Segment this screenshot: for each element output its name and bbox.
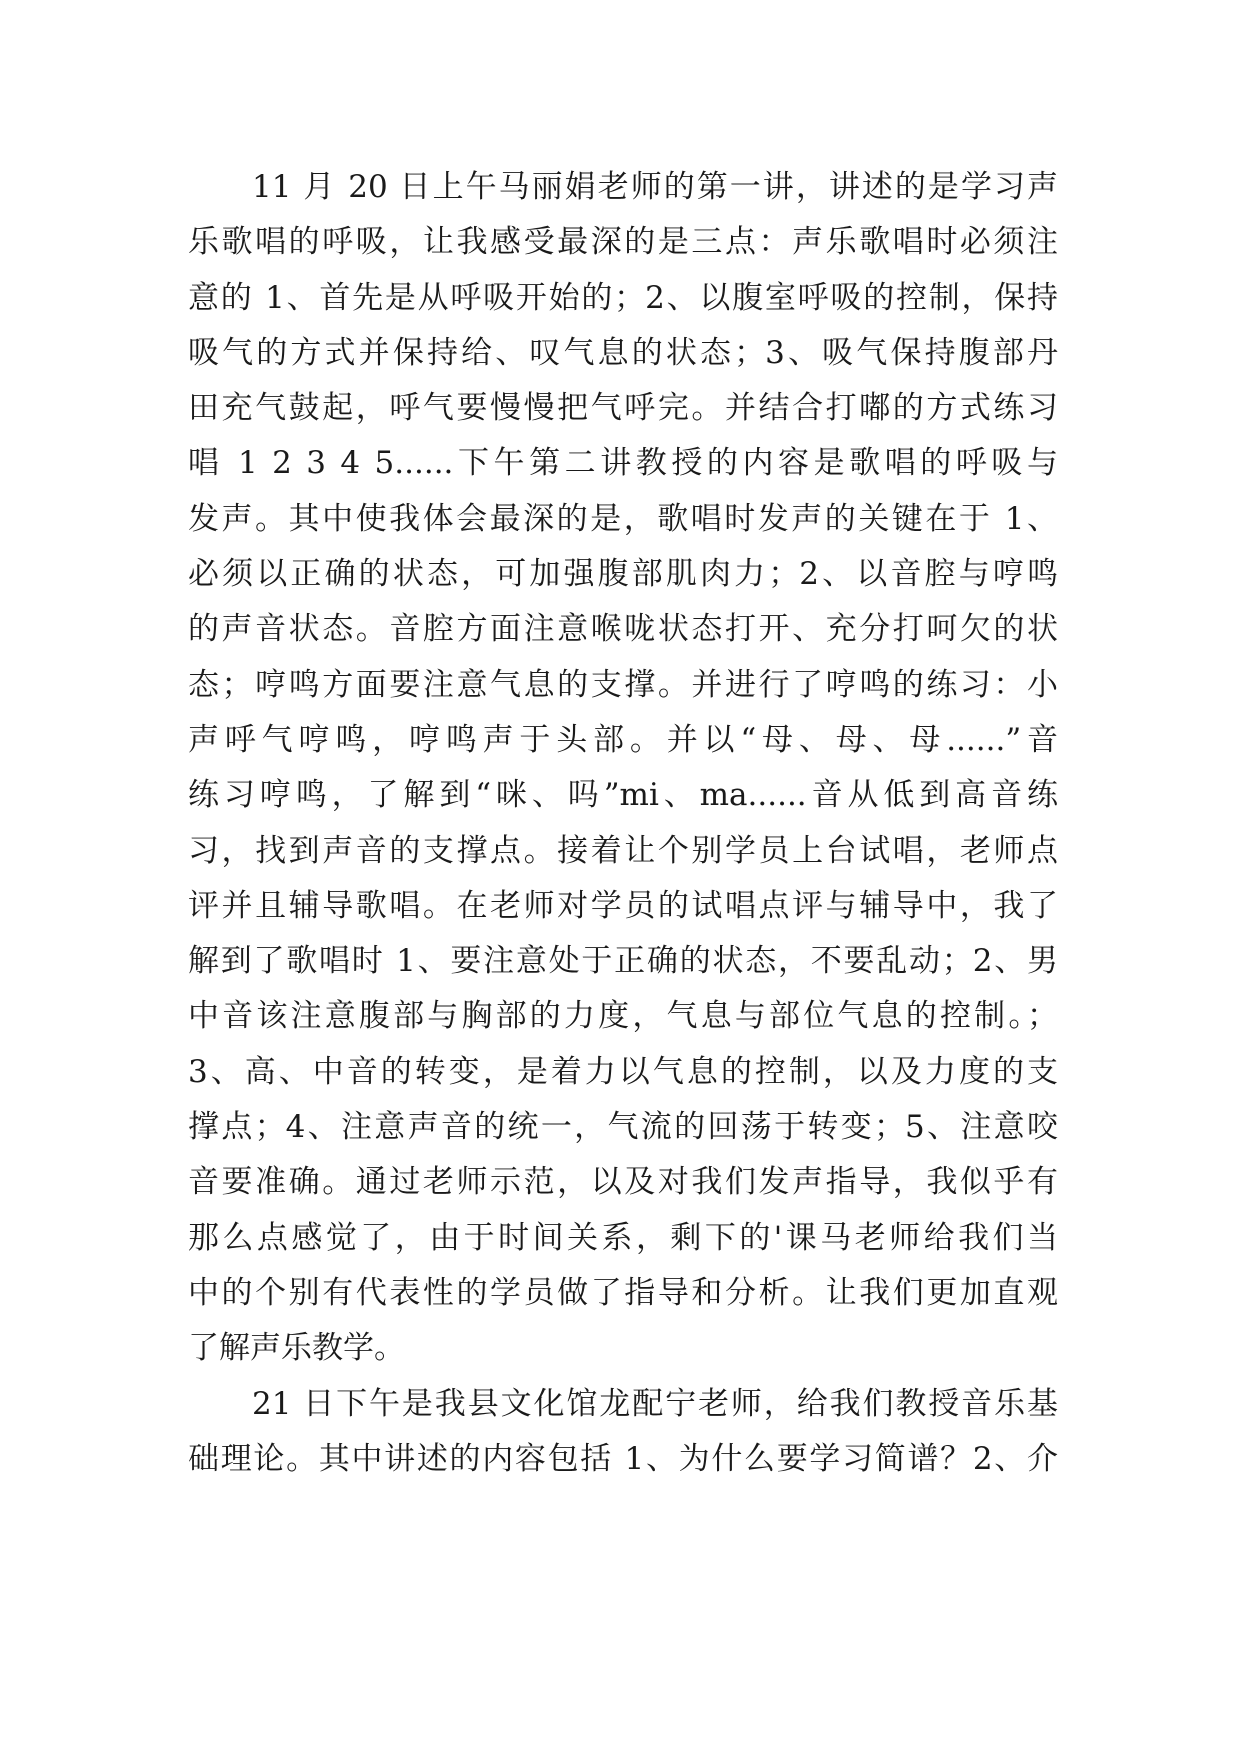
text-line: 11 月 20 日上午马丽娟老师的第一讲，讲述的是学习声 — [252, 169, 1058, 205]
text-line: 练习哼鸣，了解到“咪、吗”mi、ma......音从低到高音练 — [188, 777, 1058, 814]
text-line: 了解声乐教学。 — [188, 1330, 405, 1367]
text-line: 21 日下午是我县文化馆龙配宁老师，给我们教授音乐基 — [252, 1385, 1058, 1422]
text-line: 习，找到声音的支撑点。接着让个别学员上台试唱，老师点 — [188, 832, 1058, 869]
document-body — [188, 160, 1058, 1487]
text-line: 声呼气哼鸣，哼鸣声于头部。并以“母、母、母......”音 — [188, 721, 1058, 758]
text-line: 唱 1 2 3 4 5......下午第二讲教授的内容是歌唱的呼吸与 — [188, 445, 1058, 482]
paragraph — [188, 1377, 1058, 1488]
text-line: 3、高、中音的转变，是着力以气息的控制，以及力度的支 — [188, 1053, 1058, 1090]
text-line: 撑点；4、注意声音的统一，气流的回荡于转变；5、注意咬 — [188, 1109, 1058, 1146]
text-line: 中音该注意腹部与胸部的力度，气息与部位气息的控制。； — [188, 998, 1058, 1035]
text-line: 音要准确。通过老师示范，以及对我们发声指导，我似乎有 — [188, 1164, 1058, 1201]
text-line: 意的 1、首先是从呼吸开始的；2、以腹室呼吸的控制，保持 — [188, 279, 1058, 316]
text-line: 础理论。其中讲述的内容包括 1、为什么要学习简谱？2、介 — [188, 1440, 1058, 1477]
text-line: 乐歌唱的呼吸，让我感受最深的是三点：声乐歌唱时必须注 — [188, 224, 1058, 261]
text-line: 吸气的方式并保持给、叹气息的状态；3、吸气保持腹部丹 — [188, 334, 1058, 371]
text-line: 必须以正确的状态，可加强腹部肌肉力；2、以音腔与哼鸣 — [188, 556, 1058, 593]
text-line: 发声。其中使我体会最深的是，歌唱时发声的关键在于 1、 — [188, 500, 1058, 537]
text-line: 评并且辅导歌唱。在老师对学员的试唱点评与辅导中，我了 — [188, 887, 1058, 924]
text-line: 解到了歌唱时 1、要注意处于正确的状态，不要乱动；2、男 — [188, 943, 1058, 980]
text-line: 中的个别有代表性的学员做了指导和分析。让我们更加直观 — [188, 1274, 1058, 1311]
text-line: 那么点感觉了，由于时间关系，剩下的'课马老师给我们当 — [188, 1219, 1058, 1256]
text-line: 田充气鼓起，呼气要慢慢把气呼完。并结合打嘟的方式练习 — [188, 390, 1058, 427]
text-line: 态；哼鸣方面要注意气息的支撑。并进行了哼鸣的练习：小 — [188, 666, 1058, 703]
text-line: 的声音状态。音腔方面注意喉咙状态打开、充分打呵欠的状 — [188, 611, 1058, 648]
paragraph — [188, 160, 1058, 1377]
